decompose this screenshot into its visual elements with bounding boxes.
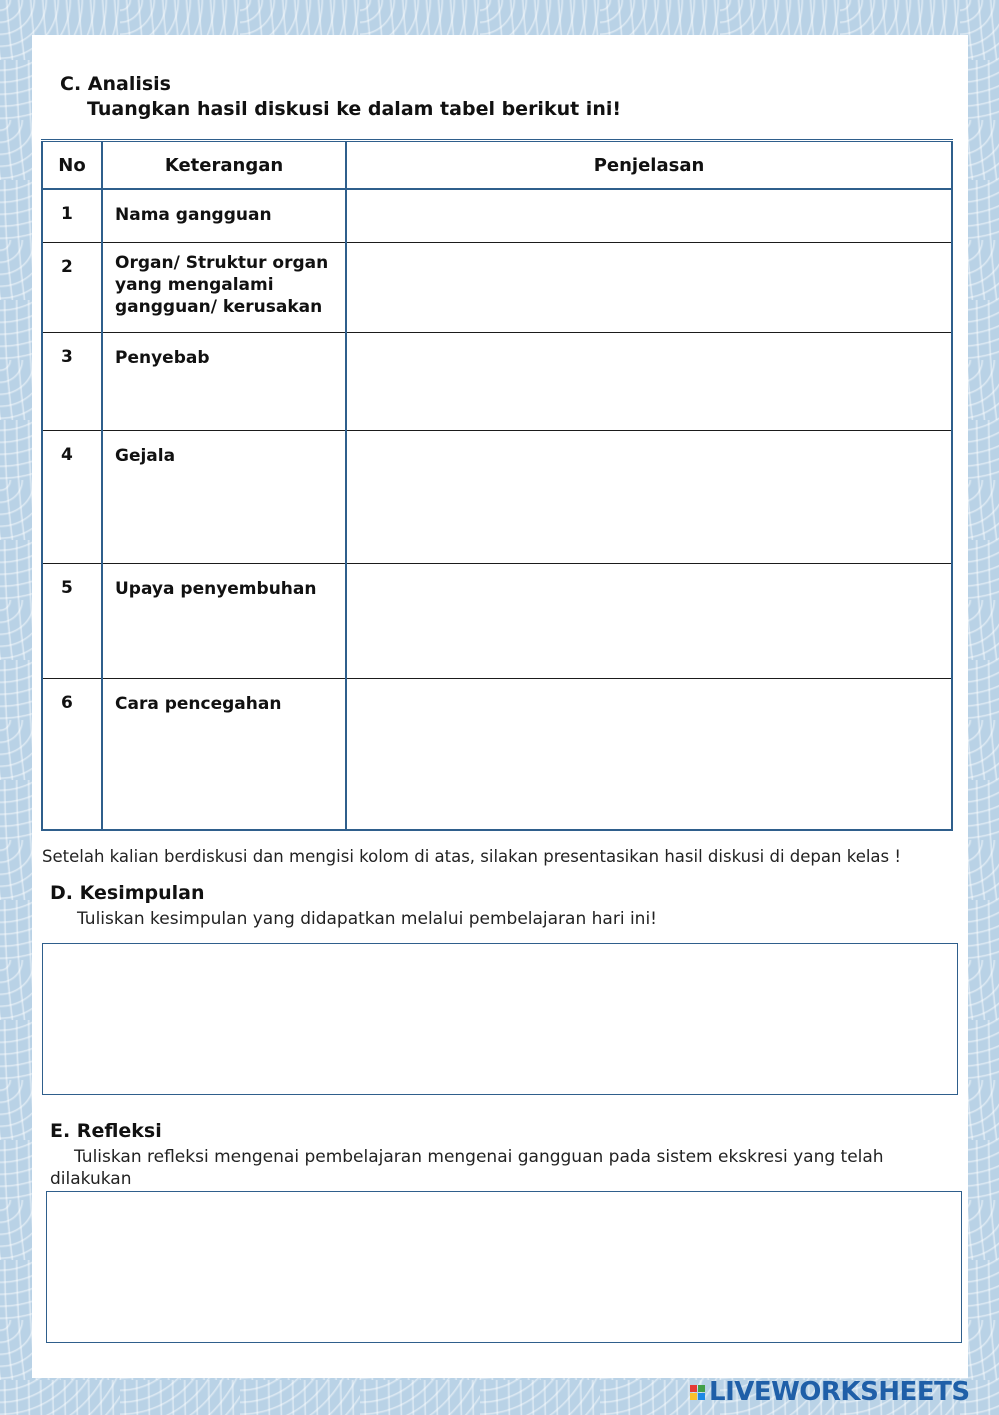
answer-cell-gejala[interactable] <box>346 430 952 563</box>
logo-square-red <box>690 1385 697 1392</box>
logo-square-blue <box>698 1393 705 1400</box>
logo-square-yellow <box>690 1393 697 1400</box>
row-number: 3 <box>42 332 102 430</box>
worksheet-page <box>32 35 968 1378</box>
answer-cell-nama-gangguan[interactable] <box>346 189 952 242</box>
table-header-row <box>42 141 952 190</box>
logo-square-green <box>698 1385 705 1392</box>
liveworksheets-logo-text: LIVEWORKSHEETS <box>709 1377 970 1407</box>
header-penjelasan: Penjelasan <box>346 141 952 190</box>
row-number: 6 <box>42 678 102 830</box>
presentation-note: Setelah kalian berdiskusi dan mengisi kolom di atas, silakan presentasikan hasil diskusi di depan kelas ! <box>42 847 901 866</box>
header-no: No <box>42 141 102 190</box>
refleksi-answer-box[interactable] <box>46 1191 962 1343</box>
answer-cell-penyebab[interactable] <box>346 332 952 430</box>
section-c-heading: C. Analisis <box>60 73 171 95</box>
row-label: Nama gangguan <box>102 189 346 242</box>
table-row <box>42 678 952 830</box>
analysis-table <box>41 139 953 831</box>
section-d-instruction: Tuliskan kesimpulan yang didapatkan melalui pembelajaran hari ini! <box>77 909 657 929</box>
table-row <box>42 332 952 430</box>
row-label: Upaya penyembuhan <box>102 563 346 678</box>
section-c-instruction: Tuangkan hasil diskusi ke dalam tabel berikut ini! <box>87 98 622 120</box>
answer-cell-cara-pencegahan[interactable] <box>346 678 952 830</box>
liveworksheets-mark-icon <box>690 1385 705 1400</box>
row-label: Cara pencegahan <box>102 678 346 830</box>
row-label: Penyebab <box>102 332 346 430</box>
table-row <box>42 430 952 563</box>
row-label: Gejala <box>102 430 346 563</box>
row-number: 2 <box>42 242 102 332</box>
liveworksheets-logo[interactable] <box>690 1378 970 1406</box>
row-number: 4 <box>42 430 102 563</box>
section-d-heading: D. Kesimpulan <box>50 882 205 904</box>
table-row <box>42 189 952 242</box>
answer-cell-upaya-penyembuhan[interactable] <box>346 563 952 678</box>
table-row <box>42 242 952 332</box>
row-number: 5 <box>42 563 102 678</box>
section-e-heading: E. Refleksi <box>50 1120 162 1142</box>
header-keterangan: Keterangan <box>102 141 346 190</box>
answer-cell-organ[interactable] <box>346 242 952 332</box>
table-row <box>42 563 952 678</box>
kesimpulan-answer-box[interactable] <box>42 943 958 1095</box>
section-e-instruction: Tuliskan refleksi mengenai pembelajaran mengenai gangguan pada sistem ekskresi yang telah dilakukan <box>50 1147 884 1189</box>
row-number: 1 <box>42 189 102 242</box>
row-label: Organ/ Struktur organ yang mengalami gangguan/ kerusakan <box>102 242 346 332</box>
